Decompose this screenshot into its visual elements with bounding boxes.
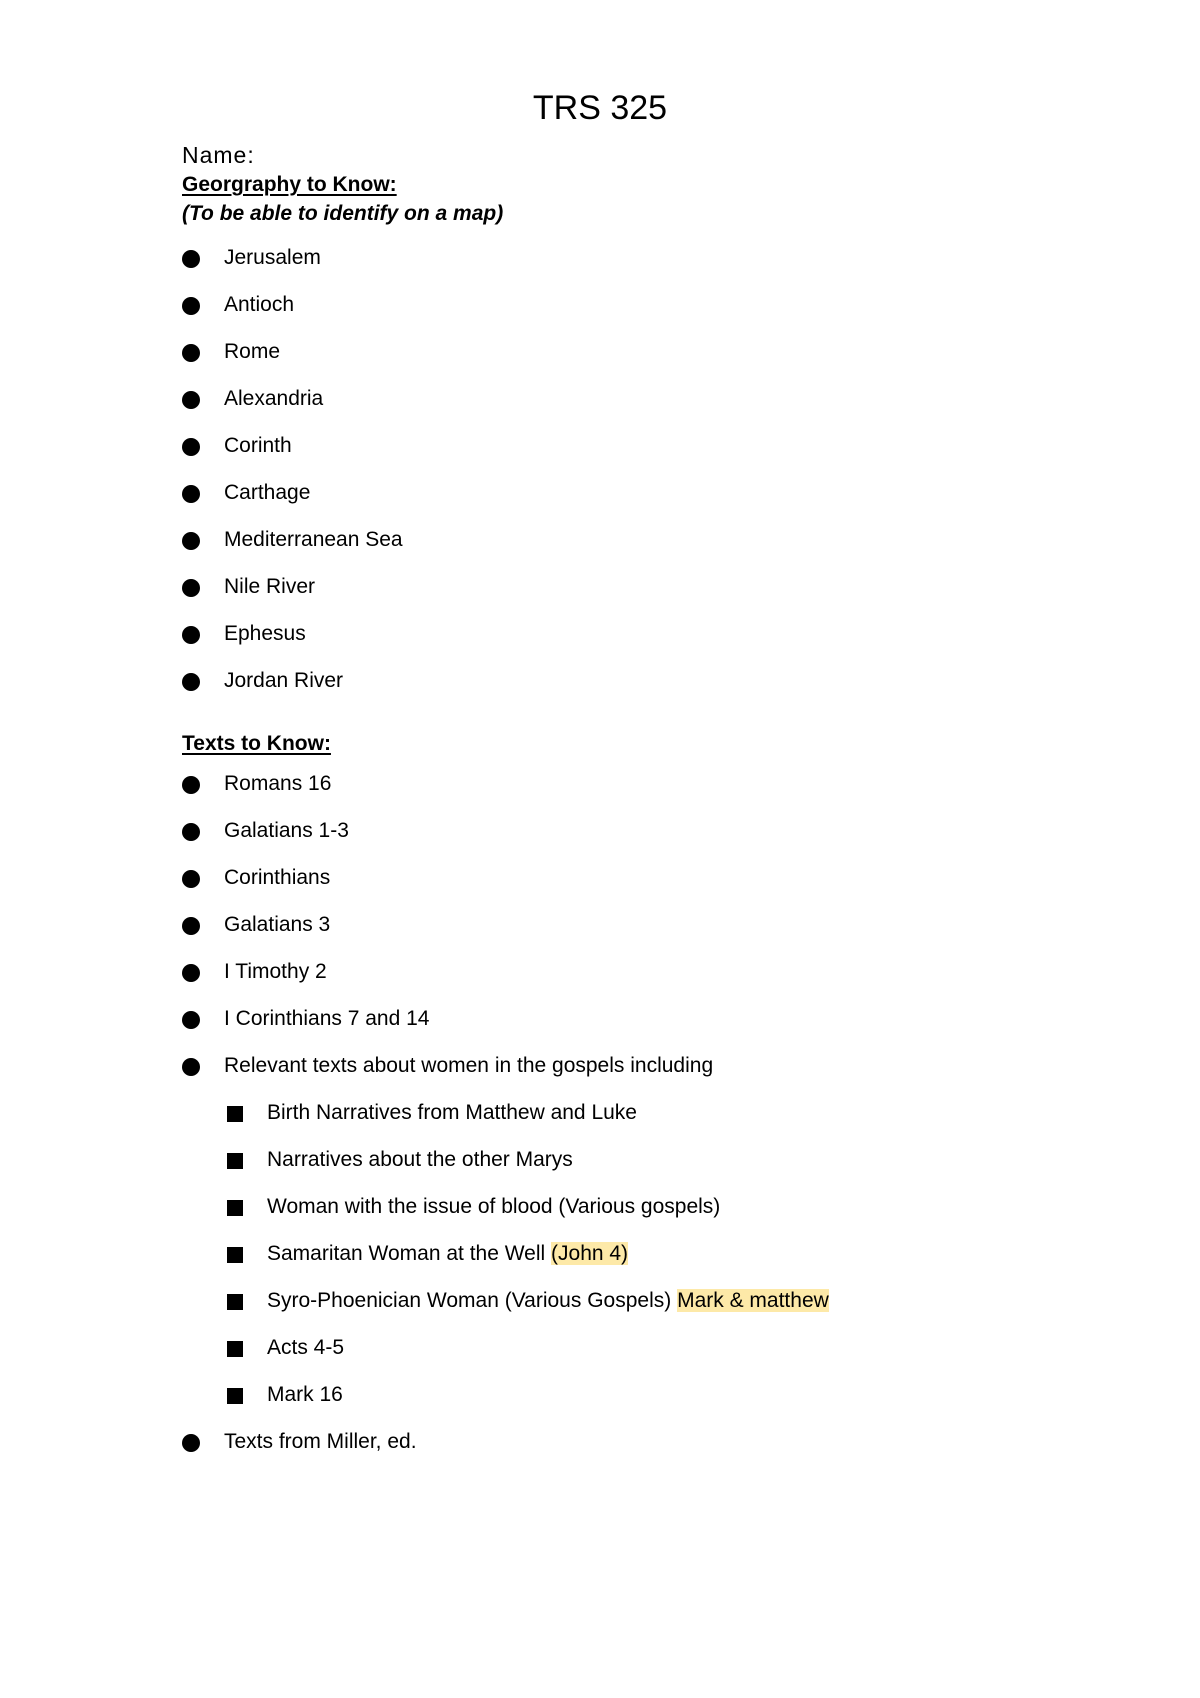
list-item-text: Ephesus — [224, 622, 306, 645]
bullet-dot-icon — [182, 776, 200, 794]
bullet-dot-icon — [182, 250, 200, 268]
sub-list-item-text: Birth Narratives from Matthew and Luke — [267, 1101, 637, 1124]
sub-list-item-text: Mark 16 — [267, 1383, 343, 1406]
sub-list-item-text: Narratives about the other Marys — [267, 1148, 573, 1171]
list-item-text: Antioch — [224, 293, 295, 316]
bullet-square-icon — [227, 1388, 243, 1404]
list-item-text: Galatians 1-3 — [224, 819, 349, 842]
list-item-text: Mediterranean Sea — [224, 528, 403, 551]
list-item-text: Corinthians — [224, 866, 331, 889]
list-item-text: Relevant texts about women in the gospels including — [224, 1054, 714, 1077]
list-item-text: Jordan River — [224, 669, 344, 692]
highlighted-note: (John 4) — [551, 1242, 629, 1265]
document-title: TRS 325 — [532, 89, 668, 127]
bullet-dot-icon — [182, 579, 200, 597]
bullet-dot-icon — [182, 532, 200, 550]
sub-list-item-text: Acts 4-5 — [267, 1336, 345, 1359]
sub-list-item-text — [267, 1237, 628, 1271]
sub-list-item-text: Woman with the issue of blood (Various gospels) — [267, 1195, 721, 1218]
list-item-text: Jerusalem — [224, 246, 321, 269]
bullet-dot-icon — [182, 870, 200, 888]
bullet-dot-icon — [182, 1058, 200, 1076]
bullet-dot-icon — [182, 485, 200, 503]
bullet-dot-icon — [182, 438, 200, 456]
bullet-dot-icon — [182, 823, 200, 841]
bullet-dot-icon — [182, 673, 200, 691]
list-item-text: I Timothy 2 — [224, 960, 327, 983]
bullet-dot-icon — [182, 626, 200, 644]
bullet-square-icon — [227, 1153, 243, 1169]
name-label: Name: — [182, 142, 255, 168]
bullet-dot-icon — [182, 964, 200, 982]
sub-list-item-text — [267, 1284, 829, 1318]
list-item-text: Rome — [224, 340, 281, 363]
bullet-dot-icon — [182, 297, 200, 315]
bullet-square-icon — [227, 1341, 243, 1357]
geography-heading: Georgraphy to Know: — [182, 173, 397, 196]
list-item-text: Alexandria — [224, 387, 324, 410]
list-item-text: Texts from Miller, ed. — [224, 1430, 417, 1453]
highlighted-note: Mark & matthew — [677, 1289, 829, 1312]
bullet-dot-icon — [182, 391, 200, 409]
list-item-text: Carthage — [224, 481, 311, 504]
bullet-square-icon — [227, 1247, 243, 1263]
list-item-text: Corinth — [224, 434, 292, 457]
bullet-dot-icon — [182, 1011, 200, 1029]
bullet-dot-icon — [182, 917, 200, 935]
texts-heading: Texts to Know: — [182, 732, 331, 755]
bullet-square-icon — [227, 1294, 243, 1310]
list-item-text: I Corinthians 7 and 14 — [224, 1007, 430, 1030]
list-item-text: Romans 16 — [224, 772, 332, 795]
list-item-text: Galatians 3 — [224, 913, 331, 936]
sub-list-item-main-text: Samaritan Woman at the Well — [267, 1242, 552, 1265]
bullet-dot-icon — [182, 344, 200, 362]
list-item-text: Nile River — [224, 575, 316, 598]
bullet-dot-icon — [182, 1434, 200, 1452]
sub-list-item-main-text: Syro-Phoenician Woman (Various Gospels) — [267, 1289, 678, 1312]
geography-subheading: (To be able to identify on a map) — [182, 202, 504, 225]
bullet-square-icon — [227, 1200, 243, 1216]
bullet-square-icon — [227, 1106, 243, 1122]
